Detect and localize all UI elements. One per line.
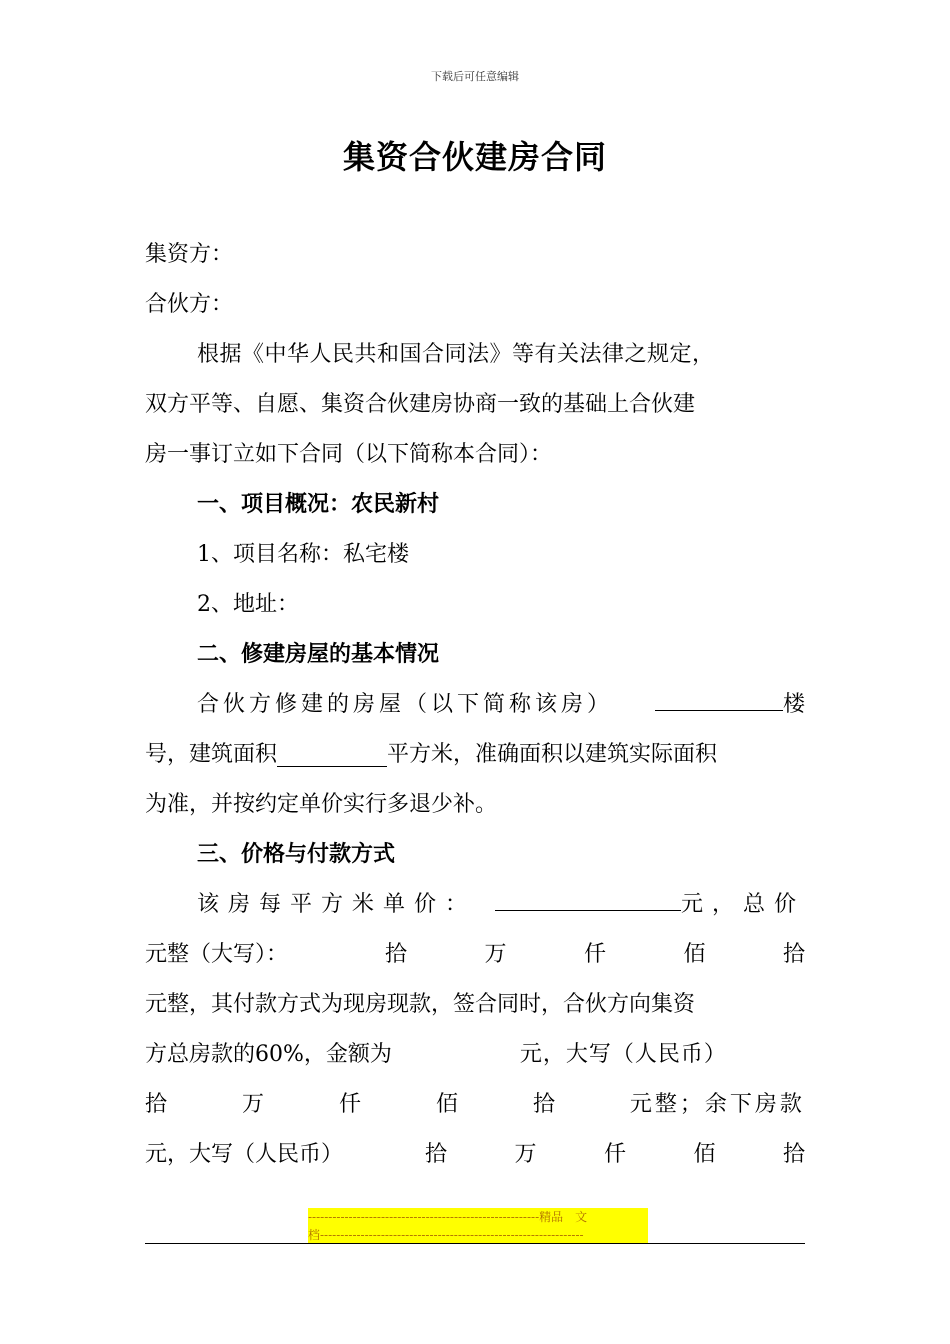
section3-line6 bbox=[145, 1130, 805, 1180]
amount-word: 拾 bbox=[145, 1092, 168, 1117]
section3-line1 bbox=[145, 880, 805, 930]
amount-word: 万 bbox=[241, 1092, 264, 1117]
section3-line4-b: 元，大写（人民币） bbox=[519, 1042, 727, 1067]
section3-line2-a: 元整（大写）： bbox=[145, 942, 289, 967]
footer-rule bbox=[145, 1243, 805, 1244]
intro-line-3: 房一事订立如下合同（以下简称本合同）： bbox=[145, 442, 553, 467]
party-b-label: 合伙方： bbox=[145, 292, 234, 317]
header-note: 下载后可任意编辑 bbox=[431, 70, 519, 83]
section3-line1-b: 元，总价 bbox=[680, 892, 805, 917]
section3-line2 bbox=[145, 930, 805, 980]
section2-line2-a: 号，建筑面积 bbox=[145, 742, 278, 767]
section3-line3: 元整，其付款方式为现房现款，签合同时，合伙方向集资 bbox=[145, 992, 696, 1017]
unit-price-blank bbox=[495, 880, 681, 911]
amount-word: 仟 bbox=[338, 1092, 361, 1117]
document-title: 集资合伙建房合同 bbox=[342, 138, 607, 176]
footer-watermark-line2: 档----------------------------------------------------------------- bbox=[308, 1226, 648, 1244]
section2-line3: 为准，并按约定单价实行多退少补。 bbox=[145, 792, 498, 817]
section2-line2-b: 平方米，准确面积以建筑实际面积 bbox=[387, 742, 718, 767]
intro-line-1: 根据《中华人民共和国合同法》等有关法律之规定， bbox=[197, 342, 715, 367]
section2-line1 bbox=[145, 680, 805, 730]
section1-item2: 2、地址： bbox=[197, 592, 299, 617]
amount-word: 仟 bbox=[583, 942, 606, 967]
building-number-blank bbox=[655, 680, 783, 711]
footer-watermark-line1: ---------------------------------------------------------精品 文 bbox=[308, 1208, 648, 1226]
amount-word: 万 bbox=[514, 1142, 537, 1167]
section3-line4 bbox=[145, 1030, 805, 1080]
amount-word: 拾 bbox=[425, 1142, 448, 1167]
section3-line6-a: 元，大写（人民币） bbox=[145, 1142, 344, 1167]
amount-word: 佰 bbox=[693, 1142, 716, 1167]
section2-line1-text: 合伙方修建的房屋（以下简称该房） bbox=[197, 692, 614, 717]
area-blank bbox=[277, 736, 387, 767]
section1-heading: 一、项目概况：农民新村 bbox=[197, 492, 440, 517]
amount-word: 拾 bbox=[782, 1142, 805, 1167]
amount-word: 佰 bbox=[435, 1092, 458, 1117]
section3-line5 bbox=[145, 1080, 805, 1130]
section2-line1-end: 楼 bbox=[782, 692, 805, 717]
amount-word: 元整；余下房款 bbox=[629, 1092, 805, 1117]
intro-line-2: 双方平等、自愿、集资合伙建房协商一致的基础上合伙建 bbox=[145, 392, 696, 417]
section2-line2 bbox=[145, 730, 805, 780]
party-a-label: 集资方： bbox=[145, 242, 234, 267]
amount-word: 拾 bbox=[532, 1092, 555, 1117]
section3-line4-a: 方总房款的60%，金额为 bbox=[145, 1042, 392, 1067]
amount-word: 拾 bbox=[385, 942, 408, 967]
amount-word: 拾 bbox=[782, 942, 805, 967]
amount-word: 仟 bbox=[603, 1142, 626, 1167]
amount-word: 万 bbox=[484, 942, 507, 967]
amount-word: 佰 bbox=[683, 942, 706, 967]
section1-item1: 1、项目名称：私宅楼 bbox=[197, 542, 409, 567]
section3-heading: 三、价格与付款方式 bbox=[197, 842, 396, 867]
section2-heading: 二、修建房屋的基本情况 bbox=[197, 642, 440, 667]
section3-line1-a: 该房每平方米单价： bbox=[197, 892, 477, 917]
